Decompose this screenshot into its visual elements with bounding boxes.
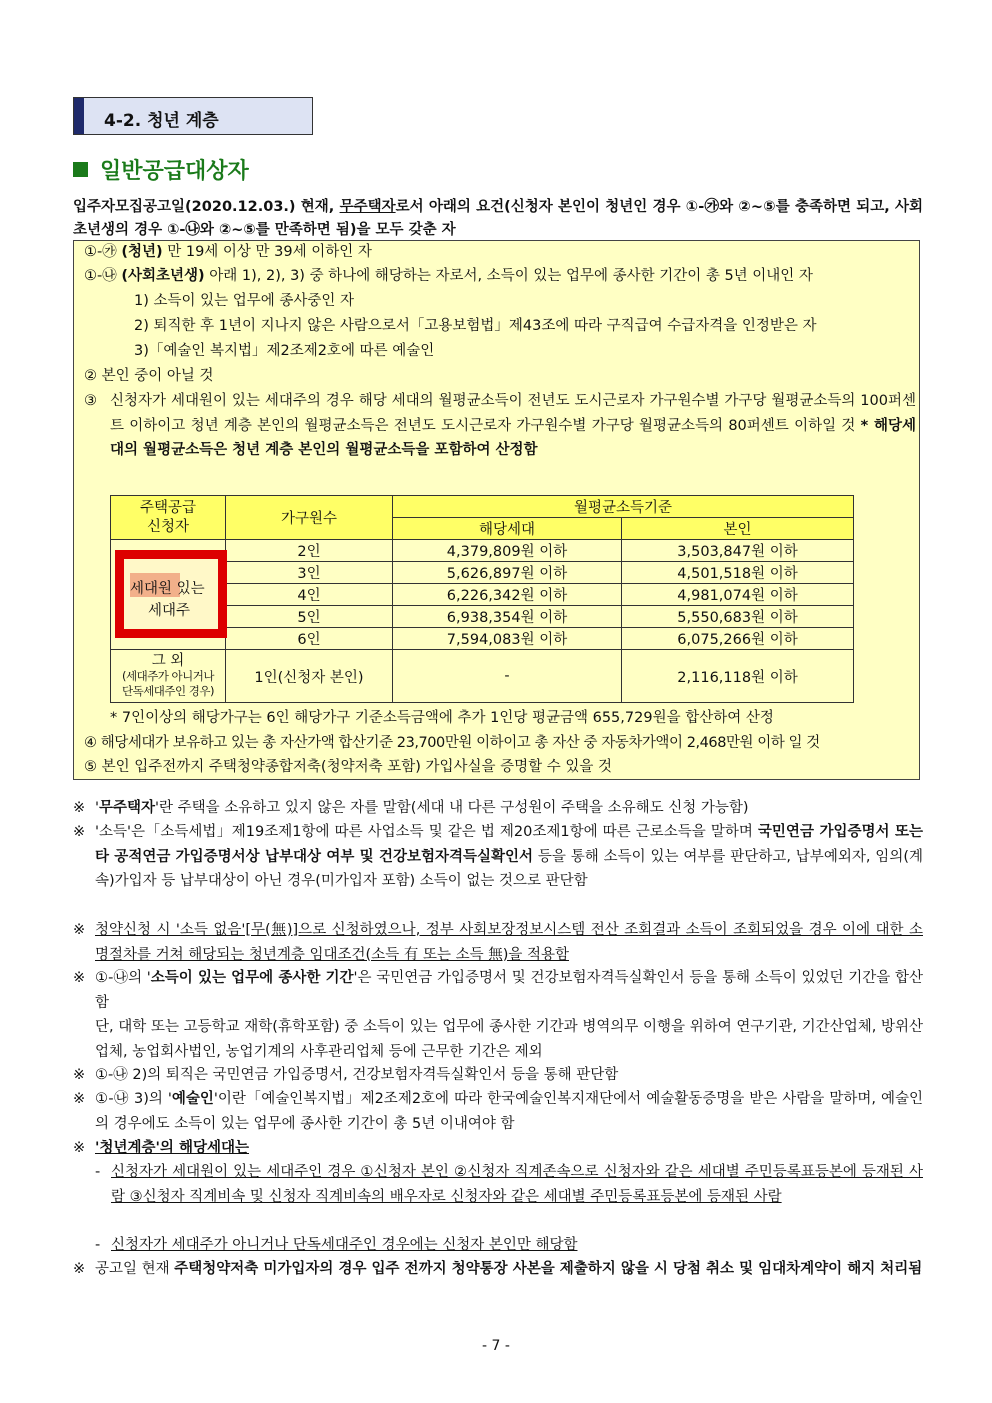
section-title: 4-2. 청년 계층: [104, 111, 219, 131]
intro-paragraph: [73, 196, 923, 242]
note-text: '이란「예술인복지법」제2조제2호에 따라 한국예술인복지재단에서 예술활동증명을 받은 사람을 말하며, 예술인의 경우에도 소득이 있는 업무에 종사한 기간이 총 5년 이내여야 함: [95, 1091, 923, 1132]
note-text: '소득'은「소득세법」제19조제1항에 따른 사업소득 및 같은 법 제20조제1항에 따른 근로소득을 말하며: [95, 824, 758, 840]
criterion-mark: ①-㉯: [84, 268, 117, 284]
criterion-2: ② 본인 중이 아닐 것: [84, 368, 214, 384]
self-cell: 6,075,266원 이하: [622, 628, 854, 650]
label-part: 세대원: [130, 581, 173, 597]
group-other-cell: [111, 650, 226, 703]
group-other-sub: (세대주가 아니거나 단독세대주인 경우): [121, 668, 214, 698]
note-mark: ※: [73, 922, 86, 938]
members-cell: 4인: [226, 584, 393, 606]
household-cell: 4,379,809원 이하: [393, 540, 622, 562]
note-text: ': [95, 800, 99, 816]
header-applicant: 주택공급 신청자: [111, 496, 226, 540]
note-text: '청년계층'의 해당세대는: [95, 1140, 249, 1156]
note-text: '은 국민연금 가입증명서 및 건강보험자격득실확인서 등을 통해 소득이 있었던 기간을 합산함: [95, 970, 923, 1011]
members-cell: 3인: [226, 562, 393, 584]
intro-part-2: 무주택자: [339, 199, 396, 215]
members-cell: 1인(신청자 본인): [226, 650, 393, 703]
note-3: [73, 918, 923, 967]
note-text: 청약신청 시 '소득 없음'[무(無)]으로 신청하였으나, 정부 사회보장정보시스템 전산 조회결과 소득이 조회되었을 경우 이에 대한 소명절차를 거쳐 해당되는 청년계층 임대조건(소득 有 또는 소득 無)을 적용함: [95, 922, 923, 963]
criterion-3: [110, 389, 916, 463]
intro-part-1: 입주자모집공고일(2020.12.03.) 현재,: [73, 199, 340, 215]
page-heading: [73, 154, 249, 185]
household-cell: 5,626,897원 이하: [393, 562, 622, 584]
self-cell: 2,116,118원 이하: [622, 650, 854, 703]
criterion-newcomer: [84, 264, 813, 288]
note-1: [73, 796, 923, 821]
note-7-item-2: [73, 1233, 923, 1258]
note-text: 단, 대학 또는 고등학교 재학(휴학포함) 중 소득이 있는 업무에 종사한 기간과 병역의무 이행을 위하여 연구기관, 기간산업체, 방위산업체, 농업회사법인, 농업기계의 사후관리업체 등에 근무한 기간은 제외: [95, 1019, 923, 1060]
self-cell: 4,981,074원 이하: [622, 584, 854, 606]
note-6: [73, 1087, 923, 1136]
note-7: [73, 1136, 923, 1161]
note-5: [73, 1063, 923, 1088]
section-title-bar: [74, 98, 84, 134]
dash-mark: -: [95, 1164, 101, 1180]
sub-criterion-2: 2) 퇴직한 후 1년이 지나지 않은 사람으로서「고용보험법」제43조에 따라 구직급여 수급자격을 인정받은 자: [134, 318, 817, 334]
note-text: 공고일 현재: [95, 1261, 175, 1277]
self-cell: 3,503,847원 이하: [622, 540, 854, 562]
criterion-mark: ①-㉮: [84, 244, 117, 260]
criterion-3-note: * 해당세대의 월평균소득은 청년 계층 본인의 월평균소득을 포함하여 산정함: [110, 417, 916, 458]
header-household: 해당세대: [393, 518, 622, 540]
note-text: ①-㉯의 ': [95, 970, 151, 986]
note-4: [73, 966, 923, 1015]
criterion-3-text: 신청자가 세대원이 있는 세대주의 경우 해당 세대의 월평균소득이 전년도 도시근로자 가구원수별 가구당 월평균소득의 100퍼센트 이하이고 청년 계층 본인의 월평균소득은 전년도 도시근로자 가구원수별 가구당 월평균소득의 80퍼센트 이하일 것: [110, 393, 916, 434]
note-7-item-1: [73, 1160, 923, 1209]
note-text: 신청자가 세대주가 아니거나 단독세대주인 경우에는 신청자 본인만 해당함: [111, 1237, 578, 1253]
header-members: 가구원수: [226, 496, 393, 540]
note-bold: 주택청약저축 미가입자의 경우 입주 전까지 청약통장 사본을 제출하지 않을 시 당첨 취소 및 임대차계약이 해지 처리됨: [174, 1261, 923, 1277]
note-bold: 소득이 있는 업무에 종사한 기간: [150, 970, 354, 986]
note-text: '란 주택을 소유하고 있지 않은 자를 말함(세대 내 다른 구성원이 주택을 소유해도 신청 가능함): [155, 800, 749, 816]
note-mark: ※: [73, 1067, 86, 1083]
note-text: 신청자가 세대원이 있는 세대주인 경우 ①신청자 본인 ②신청자 직계존속으로 신청자와 같은 세대별 주민등록표등본에 등재된 사람 ③신청자 직계비속 및 신청자 직계비속의 배우자로 신청자와 같은 세대별 주민등록표등본에 등재된 사람: [111, 1164, 923, 1205]
criterion-5: ⑤ 본인 입주전까지 주택청약종합저축(청약저축 포함) 가입사실을 증명할 수 있을 것: [84, 759, 613, 775]
intro-part-3: 로서 아래의 요건(신청자 본인이 청년인 경우 ①-㉮와 ②~⑤를 충족하면 되고, 사회초년생의 경우 ①-㉯와 ②~⑤를 만족하면 됨)을 모두 갖춘 자: [73, 199, 923, 238]
group-other-label: 그 외: [151, 652, 185, 669]
criterion-text: 만 19세 이상 만 39세 이하인 자: [162, 244, 372, 260]
members-cell: 6인: [226, 628, 393, 650]
note-text: 등을 통해 소득이 있는 여부를 판단하고, 납부예외자, 임의(계속)가입자 등 납부대상이 아닌 경우(미가입자 포함) 소득이 없는 것으로 판단함: [95, 848, 923, 889]
criterion-text: 아래 1), 2), 3) 중 하나에 해당하는 자로서, 소득이 있는 업무에 종사한 기간이 총 5년 이내인 자: [204, 268, 813, 284]
note-mark: ※: [73, 1261, 86, 1277]
page-number: - 7 -: [482, 1338, 510, 1354]
section-title-box: [73, 97, 313, 135]
criterion-3-mark: ③: [84, 393, 97, 409]
highlight-box: [115, 550, 227, 638]
note-4-detail: [73, 1015, 923, 1064]
self-cell: 4,501,518원 이하: [622, 562, 854, 584]
group-householder-label-2: 세대주: [148, 603, 191, 619]
criterion-4: ④ 해당세대가 보유하고 있는 총 자산가액 합산기준 23,700만원 이하이고 총 자산 중 자동차가액이 2,468만원 이하 일 것: [84, 735, 820, 751]
header-self: 본인: [622, 518, 854, 540]
heading-text: 일반공급대상자: [100, 159, 249, 184]
note-bold: 예술인: [171, 1091, 214, 1107]
note-mark: ※: [73, 970, 86, 986]
note-text: ①-㉯ 3)의 ': [95, 1091, 172, 1107]
group-householder-label: [130, 577, 205, 598]
members-cell: 2인: [226, 540, 393, 562]
note-text: ①-㉯ 2)의 퇴직은 국민연금 가입증명서, 건강보험자격득실확인서 등을 통해 판단함: [95, 1067, 619, 1083]
dash-mark: -: [95, 1237, 101, 1253]
members-cell: 5인: [226, 606, 393, 628]
note-8: [73, 1257, 923, 1282]
note-bold: 국민연금 가입증명서 또는 타 공적연금 가입증명서상 납부대상 여부 및 건강보험자격득실확인서: [95, 824, 923, 865]
note-bold: 무주택자: [99, 800, 156, 816]
note-mark: ※: [73, 1091, 86, 1107]
square-bullet-icon: [73, 162, 88, 177]
sub-criterion-1: 1) 소득이 있는 업무에 종사중인 자: [134, 293, 355, 309]
criterion-youth: [84, 240, 372, 264]
note-2: [73, 820, 923, 894]
criterion-label: (사회초년생): [121, 268, 205, 284]
sub-criterion-3: 3)「예술인 복지법」제2조제2호에 따른 예술인: [134, 343, 435, 359]
note-mark: ※: [73, 824, 86, 840]
note-mark: ※: [73, 800, 86, 816]
table-row: [111, 650, 854, 703]
self-cell: 5,550,683원 이하: [622, 606, 854, 628]
household-cell: 6,226,342원 이하: [393, 584, 622, 606]
header-income: 월평균소득기준: [393, 496, 854, 518]
household-cell: 7,594,083원 이하: [393, 628, 622, 650]
criterion-label: (청년): [121, 244, 163, 260]
income-footnote: * 7인이상의 해당가구는 6인 해당가구 기준소득금액에 추가 1인당 평균금액 655,729원을 합산하여 산정: [110, 710, 774, 726]
note-mark: ※: [73, 1140, 86, 1156]
household-cell: -: [393, 650, 622, 703]
label-part: 있는: [176, 581, 205, 597]
household-cell: 6,938,354원 이하: [393, 606, 622, 628]
